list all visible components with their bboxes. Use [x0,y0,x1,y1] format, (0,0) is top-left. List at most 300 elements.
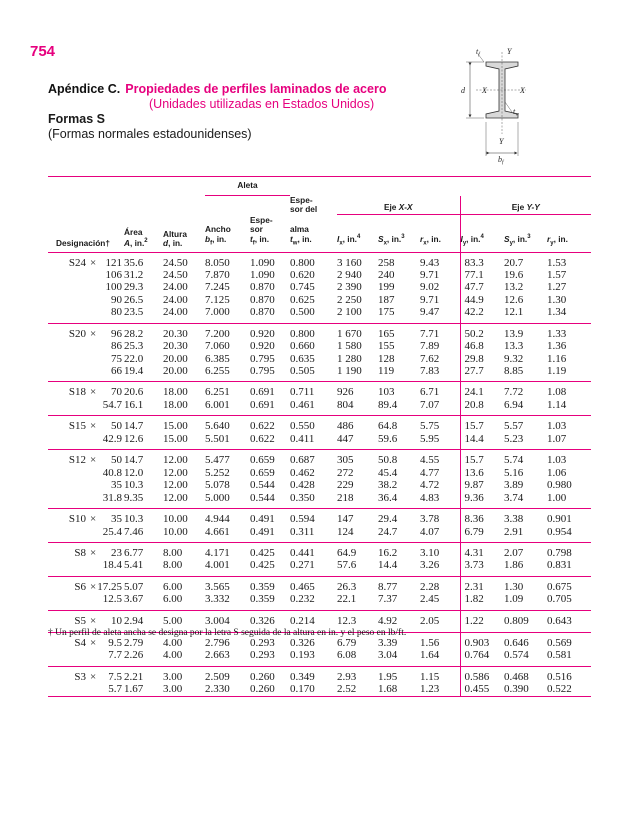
table-cell: 0.620 [290,269,315,282]
table-cell: 12.00 [163,466,188,479]
table-cell: 119 [378,365,420,381]
table-cell: 20.8 [460,399,504,415]
table-cell: 6.385 [205,352,230,365]
table-cell: 0.491 [250,513,275,526]
table-cell: 7.245 [205,281,230,294]
table-cell: 2.330 [205,684,250,697]
weight-value: 35 [111,513,122,526]
weight-value: 100 [105,281,122,294]
table-row [48,650,591,666]
table-cell: 0.500 [290,307,337,323]
designation-cell [48,450,122,467]
table-cell: 20.7 [504,256,524,269]
table-cell: 9.02 [420,281,440,294]
table-cell: 0.214 [290,611,337,633]
table-cell: 1.33 [547,327,567,340]
table-cell: 47.7 [460,282,504,294]
table-cell: 24.7 [378,526,420,542]
weight-value: 90 [111,293,122,306]
table-row [48,509,591,526]
table-cell: 0.901 [547,513,572,526]
table-cell: 0.594 [290,513,315,526]
table-cell: 155 [378,340,395,353]
table-cell: 20.6 [124,386,144,399]
table-cell: 24.50 [163,256,188,269]
designation-cell [48,466,122,479]
table-cell: 2.45 [420,594,460,610]
aleta-header: Aleta [205,177,290,196]
table-row [48,666,591,683]
table-cell: 7.125 [205,293,230,306]
table-cell: 7.870 [205,269,230,282]
series-label: S20 [68,327,86,340]
table-cell: 4.00 [163,636,183,649]
table-cell: 5.501 [205,433,250,449]
weight-value: 96 [111,327,122,340]
table-cell: 0.705 [547,594,591,610]
designation-cell [48,398,122,415]
appendix-label: Apéndice C. [48,82,121,96]
table-cell: 42.2 [460,307,504,323]
table-cell: 1.08 [547,386,567,399]
table-cell: 24.00 [163,293,188,306]
table-cell: 1.53 [547,256,567,269]
weight-value: 25.4 [102,525,122,538]
table-row [48,282,591,294]
times-sign: × [90,513,97,526]
table-cell: 8.36 [460,509,504,526]
table-cell: 147 [337,513,354,526]
table-cell: 9.71 [420,293,440,306]
table-cell: 1.14 [547,399,591,415]
table-cell: 4.00 [163,650,205,666]
designation-cell [48,525,122,542]
table-cell: 5.95 [420,433,460,449]
table-cell: 24.50 [163,269,188,282]
table-row [48,433,591,449]
table-cell: 1.34 [547,307,591,323]
table-cell: 0.659 [250,454,275,467]
table-cell: 1.00 [547,492,591,508]
designation-cell [48,479,122,492]
table-cell: 10.3 [124,479,144,492]
series-label: S6 [74,581,86,594]
table-cell: 38.2 [378,479,398,492]
designation-cell [48,281,122,294]
table-cell: 1 190 [337,365,378,381]
table-cell: 0.586 [460,666,504,683]
table-cell: 4.661 [205,526,250,542]
table-cell: 0.491 [250,526,290,542]
table-cell: 0.465 [290,581,315,594]
weight-value: 5.7 [108,682,122,695]
y-axis-top-label: Y [507,47,512,56]
weight-value: 54.7 [102,398,122,411]
table-cell: 258 [378,256,395,269]
table-cell: 0.425 [250,560,290,576]
table-cell: 0.411 [290,433,337,449]
y-axis-bottom-label: Y [499,137,504,146]
table-cell: 3 160 [337,256,362,269]
table-row [48,353,591,365]
table-cell: 2.796 [205,636,230,649]
table-cell: 8.00 [163,547,183,560]
table-cell: 3.00 [163,684,205,697]
table-cell: 5.75 [420,420,440,433]
table-cell: 16.1 [118,399,163,415]
table-cell: 46.8 [460,341,504,353]
eje-x-header: Eje X-X [337,196,460,215]
table-cell: 6.001 [205,399,250,415]
designation-cell [48,577,122,594]
designation-cell [48,306,122,323]
table-cell: 22.1 [337,594,378,610]
table-cell: 0.544 [250,479,275,492]
table-cell: 3.39 [378,636,398,649]
table-cell: 0.870 [250,293,275,306]
table-cell: 1.67 [118,684,163,697]
table-cell: 4.07 [420,526,460,542]
table-cell: 59.6 [378,433,420,449]
table-cell: 26.3 [337,581,357,594]
table-cell: 1.090 [250,256,275,269]
s-shapes-table-container [48,176,591,697]
table-cell: 5.00 [163,611,205,633]
table-row [48,294,591,306]
table-cell: 6.00 [163,594,205,610]
weight-value: 31.8 [102,491,122,504]
table-cell: 7.62 [420,352,440,365]
table-cell: 45.4 [378,466,398,479]
table-cell: 0.350 [290,492,337,508]
table-cell: 19.4 [118,365,163,381]
table-cell: 0.920 [250,340,275,353]
table-row [48,323,591,340]
table-cell: 0.675 [547,581,572,594]
table-cell: 89.4 [378,399,420,415]
table-cell: 18.00 [163,399,205,415]
table-cell: 0.903 [460,632,504,649]
table-cell: 0.800 [290,327,315,340]
times-sign: × [90,615,97,628]
table-cell: 0.455 [460,684,504,697]
table-cell: 4.944 [205,513,230,526]
table-cell: 8.85 [504,365,547,381]
table-cell: 1 580 [337,340,362,353]
table-cell: 1.27 [547,281,567,294]
weight-value: 106 [105,269,122,282]
table-cell: 5.477 [205,454,230,467]
designation-cell [48,593,122,610]
table-cell: 0.646 [504,636,529,649]
series-label: S8 [74,547,86,560]
table-cell: 0.622 [250,420,275,433]
table-cell: 5.07 [124,581,144,594]
table-cell: 1.86 [504,560,547,576]
table-cell: 4.31 [460,543,504,560]
table-cell: 20.00 [163,352,188,365]
weight-value: 80 [111,306,122,319]
table-cell: 8.77 [378,581,398,594]
table-cell: 272 [337,466,354,479]
table-row [48,560,591,576]
web-thickness-header-top: Espe- sor del [290,194,318,214]
weight-value: 35 [111,479,122,492]
weight-value: 12.5 [102,593,122,606]
table-cell: 3.67 [118,594,163,610]
table-cell: 0.831 [547,560,591,576]
table-row [48,594,591,610]
designation-cell [48,252,122,269]
designation-cell [48,364,122,381]
table-cell: 218 [337,492,378,508]
table-cell: 14.4 [460,433,504,449]
table-cell: 4.83 [420,492,460,508]
table-cell: 24.1 [460,382,504,399]
table-cell: 6.08 [337,650,378,666]
table-cell: 8.050 [205,256,230,269]
table-cell: 0.574 [504,650,547,666]
table-cell: 2.21 [124,670,144,683]
table-cell: 0.359 [250,581,275,594]
table-cell: 0.425 [250,547,275,560]
table-row [48,252,591,269]
times-sign: × [90,256,97,269]
table-cell: 9.47 [420,307,460,323]
table-cell: 165 [378,327,395,340]
designation-cell [48,269,122,282]
d-label: d [461,86,465,95]
table-cell: 13.3 [504,340,524,353]
table-cell: 199 [378,281,395,294]
table-cell: 6.71 [420,386,440,399]
table-cell: 14.7 [124,420,144,433]
table-cell: 0.643 [547,611,591,633]
table-cell: 1.56 [420,636,440,649]
designation-cell [48,666,122,683]
designation-cell [48,491,122,508]
table-cell: 0.795 [250,365,290,381]
times-sign: × [90,547,97,560]
table-cell: 0.581 [547,650,591,666]
weight-value: 42.9 [102,432,122,445]
table-cell: 0.920 [250,327,275,340]
table-cell: 1.09 [504,594,547,610]
table-cell: 35.6 [124,256,144,269]
table-cell: 12.3 [337,611,378,633]
table-cell: 2 940 [337,269,362,282]
table-cell: 15.7 [460,450,504,467]
table-cell: 0.635 [290,352,315,365]
table-cell: 31.2 [124,269,144,282]
table-cell: 50.8 [378,454,398,467]
x-axis-right-label: X [520,86,525,95]
table-cell: 0.326 [290,636,315,649]
table-cell: 7.83 [420,365,460,381]
section-title: Formas S [48,112,105,126]
series-label: S15 [68,420,86,433]
table-cell: 12.1 [504,307,547,323]
table-cell: 57.6 [337,560,378,576]
table-cell: 14.4 [378,560,420,576]
designation-cell [48,432,122,449]
table-cell: 0.522 [547,684,591,697]
table-cell: 1.03 [547,420,567,433]
table-cell: 23.5 [118,307,163,323]
table-cell: 103 [378,386,395,399]
table-cell: 0.659 [250,466,275,479]
table-row [48,382,591,399]
table-cell: 1.68 [378,684,420,697]
table-cell: 9.32 [504,352,524,365]
table-cell: 13.9 [504,327,524,340]
table-cell: 9.71 [420,269,440,282]
table-cell: 27.7 [460,365,504,381]
table-cell: 4.001 [205,560,250,576]
table-cell: 124 [337,526,378,542]
table-cell: 2.79 [124,636,144,649]
table-cell: 1.06 [547,466,567,479]
table-cell: 18.00 [163,386,188,399]
table-cell: 4.72 [420,479,440,492]
col-header-depth: Altura d, in. [163,228,187,249]
col-header-flange-thickness: Espe- sor $t_f$, in. [250,214,273,247]
s-shapes-table [48,176,591,697]
table-cell: 175 [378,307,420,323]
table-cell: 486 [337,420,354,433]
table-cell: 5.000 [205,492,250,508]
table-cell: 28.2 [124,327,144,340]
table-cell: 2 100 [337,307,378,323]
table-cell: 0.660 [290,340,315,353]
table-cell: 0.798 [547,547,572,560]
table-cell: 1.16 [547,352,567,365]
times-sign: × [90,386,97,399]
table-cell: 0.271 [290,560,337,576]
weight-value: 7.5 [108,670,122,683]
table-cell: 10.3 [124,513,144,526]
table-cell: 15.00 [163,420,188,433]
series-label: S4 [74,636,86,649]
table-cell: 0.505 [290,365,337,381]
table-cell: 1.30 [504,581,524,594]
table-row [48,467,591,479]
weight-value: 18.4 [102,559,122,572]
table-cell: 4.77 [420,466,440,479]
weight-value: 7.7 [108,649,122,661]
table-cell: 1.30 [547,293,567,306]
designation-cell [48,543,122,560]
table-cell: 0.800 [290,256,315,269]
table-cell: 0.232 [290,594,337,610]
weight-value: 86 [111,340,122,353]
designation-cell [48,293,122,306]
table-cell: 229 [337,479,354,492]
table-cell: 0.441 [290,547,315,560]
table-cell: 26.5 [124,293,144,306]
designation-cell [48,509,122,526]
table-cell: 447 [337,433,378,449]
col-header-sx: $S_x$, in.$^3$ [378,233,405,247]
times-sign: × [90,420,97,433]
table-row [48,543,591,560]
table-cell: 0.461 [290,399,337,415]
table-cell: 0.691 [250,386,275,399]
page-number: 754 [30,43,56,60]
table-cell: 0.311 [290,526,337,542]
col-header-ix: $I_x$, in.$^4$ [337,233,361,247]
col-header-web-thickness: alma $t_w$, in. [290,224,312,247]
table-cell: 3.26 [420,560,460,576]
weight-value: 9.5 [108,636,122,649]
table-row [48,492,591,508]
table-cell: 29.3 [124,281,144,294]
table-cell: 3.73 [460,560,504,576]
table-cell: 3.332 [205,594,250,610]
table-cell: 0.569 [547,636,572,649]
weight-value: 70 [111,386,122,399]
times-sign: × [90,636,97,649]
table-cell: 16.2 [378,547,398,560]
table-cell: 1.82 [460,594,504,610]
table-row [48,341,591,353]
table-cell: 20.30 [163,340,188,353]
table-row [48,684,591,697]
col-header-designation: Designación† [56,238,110,249]
table-cell: 24.00 [163,281,188,294]
table-cell: 2.52 [337,684,378,697]
table-cell: 0.870 [250,281,275,294]
table-cell: 0.293 [250,650,290,666]
table-cell: 0.468 [504,670,529,683]
col-header-area: Área A, in.$^2$ [124,226,148,249]
table-cell: 0.544 [250,492,290,508]
table-cell: 0.745 [290,281,315,294]
bf-label: bf [498,155,504,166]
table-cell: 9.87 [460,480,504,492]
table-cell: 19.6 [504,269,524,282]
table-cell: 13.6 [460,467,504,479]
designation-cell [48,682,122,697]
weight-value: 75 [111,352,122,365]
table-cell: 12.6 [118,433,163,449]
weight-value: 23 [111,547,122,560]
times-sign: × [90,581,97,594]
table-cell: 0.428 [290,479,315,492]
table-row [48,307,591,323]
table-cell: 3.004 [205,611,250,633]
weight-value: 40.8 [102,466,122,479]
appendix-header [48,82,386,142]
table-cell: 12.6 [504,293,524,306]
table-cell: 44.9 [460,294,504,306]
table-cell: 7.46 [118,526,163,542]
table-cell: 0.326 [250,611,290,633]
table-cell: 2.509 [205,670,230,683]
table-cell: 2.07 [504,547,524,560]
table-cell: 12.00 [163,479,188,492]
table-cell: 7.000 [205,307,250,323]
table-cell: 50.2 [460,323,504,340]
table-cell: 0.349 [290,670,315,683]
table-cell: 5.74 [504,454,524,467]
table-row [48,526,591,542]
table-cell: 926 [337,386,354,399]
times-sign: × [90,327,97,340]
table-cell: 20.00 [163,365,205,381]
table-cell: 5.252 [205,466,230,479]
table-cell: 29.8 [460,353,504,365]
